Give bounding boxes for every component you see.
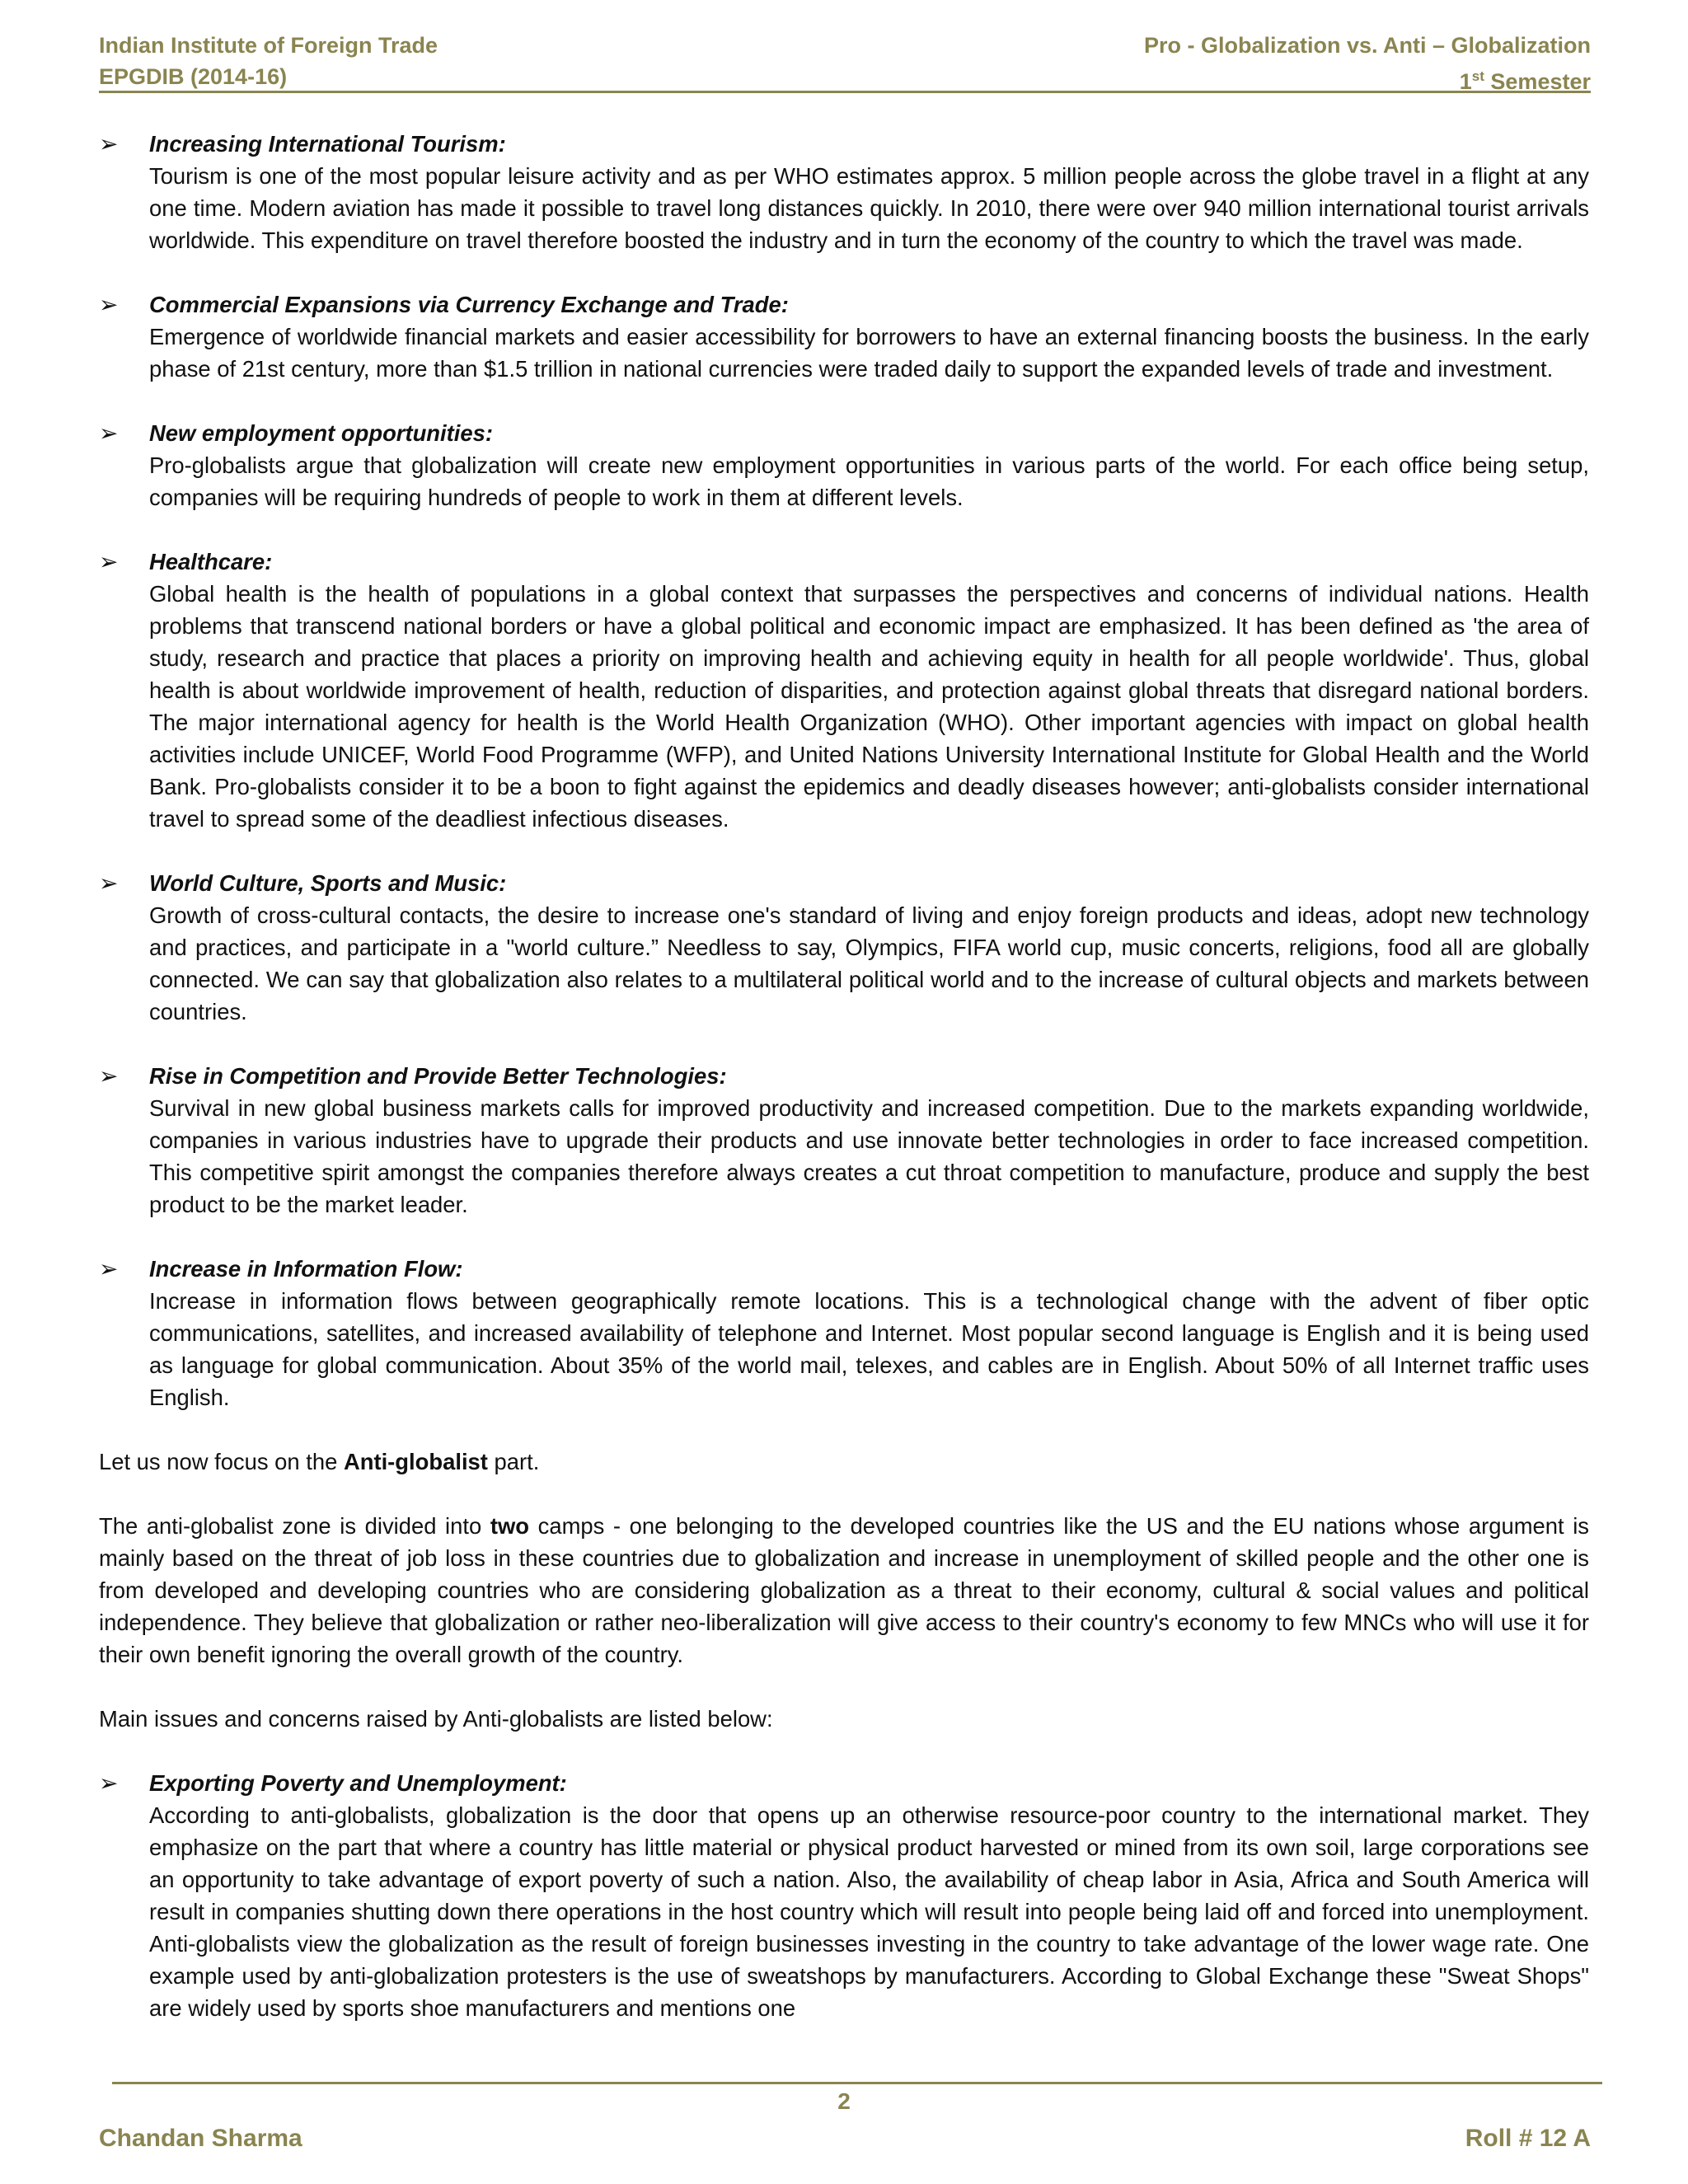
item-text: Growth of cross-cultural contacts, the desire to increase one's standard of living and enjoy foreign products and ideas, adopt new technology and practices, and participate in a "world culture.” Needless to say, Olympics, FIFA world cup, music concerts, religions, food all are globally connected. We can say that globalization also relates to a multilateral political world and to the increase of cultural objects and markets between countries. (149, 902, 1589, 1024)
item-text: Emergence of worldwide financial markets and easier accessibility for borrowers to have an external financing boosts the business. In the early phase of 21st century, more than $1.5 trillion in national currencies were traded daily to support the expanded levels of trade and investment. (149, 324, 1589, 382)
arrow-bullet-icon: ➢ (99, 292, 119, 317)
item-heading: New employment opportunities: (149, 420, 493, 446)
item-text: Increase in information flows between geographically remote locations. This is a technological change with the advent of fiber optic communications, satellites, and increased availability of telephone and Internet. Most popular second language is English and it is being used as language for global communication. About 35% of the world mail, telexes, and cables are in English. About 50% of all Internet traffic uses English. (149, 1288, 1589, 1410)
program-name: EPGDIB (2014-16) (99, 64, 288, 89)
camps-text-before: The anti-globalist zone is divided into (99, 1513, 490, 1539)
page-number: 2 (837, 2088, 851, 2114)
roll-number: Roll # 12 A (1465, 2125, 1591, 2152)
issues-intro: Main issues and concerns raised by Anti-globalists are listed below: (99, 1706, 773, 1732)
item-heading: Exporting Poverty and Unemployment: (149, 1770, 567, 1796)
arrow-bullet-icon: ➢ (99, 420, 119, 446)
list-item (99, 417, 1589, 513)
item-heading: Healthcare: (149, 549, 273, 574)
item-text: Global health is the health of populations in a global context that surpasses the perspectives and concerns of individual nations. Health problems that transcend national borders or have a global political and economic impact are emphasized. It has been defined as 'the area of study, research and practice that places a priority on improving health and achieving equity in health for all people worldwide'. Thus, global health is about worldwide improvement of health, reduction of disparities, and protection against global threats that disregard national borders. The major international agency for health is the World Health Organization (WHO). Other important agencies with impact on global health activities include UNICEF, World Food Programme (WFP), and United Nations University International Institute for Global Health and the World Bank. Pro-globalists consider it to be a boon to fight against the epidemics and deadly diseases however; anti-globalists consider international travel to spread some of the deadliest infectious diseases. (149, 581, 1589, 832)
list-item (99, 1767, 1589, 2024)
list-item (99, 546, 1589, 835)
focus-text-before: Let us now focus on the (99, 1449, 344, 1474)
list-item (99, 1253, 1589, 1413)
semester-word: Semester (1484, 69, 1591, 94)
list-item (99, 867, 1589, 1028)
item-heading: Rise in Competition and Provide Better Technologies: (149, 1063, 727, 1089)
arrow-bullet-icon: ➢ (99, 1770, 119, 1796)
arrow-bullet-icon: ➢ (99, 870, 119, 896)
arrow-bullet-icon: ➢ (99, 131, 119, 157)
list-item (99, 128, 1589, 256)
page-footer (99, 2125, 1591, 2153)
list-item (99, 288, 1589, 385)
semester-ordinal: st (1471, 68, 1484, 84)
item-text: Survival in new global business markets calls for improved productivity and increased competition. Due to the markets expanding worldwide, companies in various industries have to upgrade their products and use innovate better technologies in order to face increased competition. This competitive spirit amongst the companies therefore always creates a cut throat competition to manufacture, produce and supply the best product to be the market leader. (149, 1095, 1589, 1217)
arrow-bullet-icon: ➢ (99, 1256, 119, 1282)
item-text: Tourism is one of the most popular leisure activity and as per WHO estimates approx. 5 million people across the globe travel in a flight at any one time. Modern aviation has made it possible to travel long distances quickly. In 2010, there were over 940 million international tourist arrivals worldwide. This expenditure on travel therefore boosted the industry and in turn the economy of the country to which the travel was made. (149, 163, 1589, 253)
institute-name: Indian Institute of Foreign Trade (99, 33, 438, 58)
list-item (99, 1060, 1589, 1221)
page-header (99, 30, 1591, 97)
author-name: Chandan Sharma (99, 2125, 302, 2152)
camps-paragraph (99, 1510, 1589, 1671)
focus-text-bold: Anti-globalist (343, 1449, 488, 1474)
footer-divider (112, 2082, 1602, 2084)
item-heading: Increasing International Tourism: (149, 131, 506, 157)
camps-text-bold: two (490, 1513, 530, 1539)
arrow-bullet-icon: ➢ (99, 549, 119, 574)
item-heading: World Culture, Sports and Music: (149, 870, 507, 896)
item-heading: Commercial Expansions via Currency Exchange and Trade: (149, 292, 789, 317)
item-text: Pro-globalists argue that globalization will create new employment opportunities in various parts of the world. For each office being setup, companies will be requiring hundreds of people to work in them at different levels. (149, 452, 1589, 510)
item-heading: Increase in Information Flow: (149, 1256, 463, 1282)
semester-number: 1 (1459, 69, 1472, 94)
item-text: According to anti-globalists, globalization is the door that opens up an otherwise resource-poor country to the international market. They emphasize on the part that where a country has little material or physical product harvested or mined from its own soil, large corporations see an opportunity to take advantage of export poverty of such a nation. Also, the availability of cheap labor in Asia, Africa and South America will result in companies shutting down there operations in the host country which will result into people being laid off and forced into unemployment. Anti-globalists view the globalization as the result of foreign businesses investing in the country to take advantage of the lower wage rate. One example used by anti-globalization protesters is the use of sweatshops by manufacturers. According to Global Exchange these "Sweat Shops" are widely used by sports shoe manufacturers and mentions one (149, 1802, 1589, 2021)
header-divider (99, 91, 1591, 93)
camps-text-after: camps - one belonging to the developed countries like the US and the EU nations whose argument is mainly based on the threat of job loss in these countries due to globalization and increase in unemployment of skilled people and the other one is from developed and developing countries who are considering globalization as a threat to their economy, cultural & social values and political independence. They believe that globalization or rather neo-liberalization will give access to their country's economy to few MNCs who will use it for their own benefit ignoring the overall growth of the country. (99, 1513, 1589, 1667)
focus-paragraph (99, 1446, 1589, 1478)
document-body (99, 128, 1589, 2056)
document-title: Pro - Globalization vs. Anti – Globalization (1143, 33, 1591, 58)
arrow-bullet-icon: ➢ (99, 1063, 119, 1089)
focus-text-after: part. (487, 1449, 540, 1474)
